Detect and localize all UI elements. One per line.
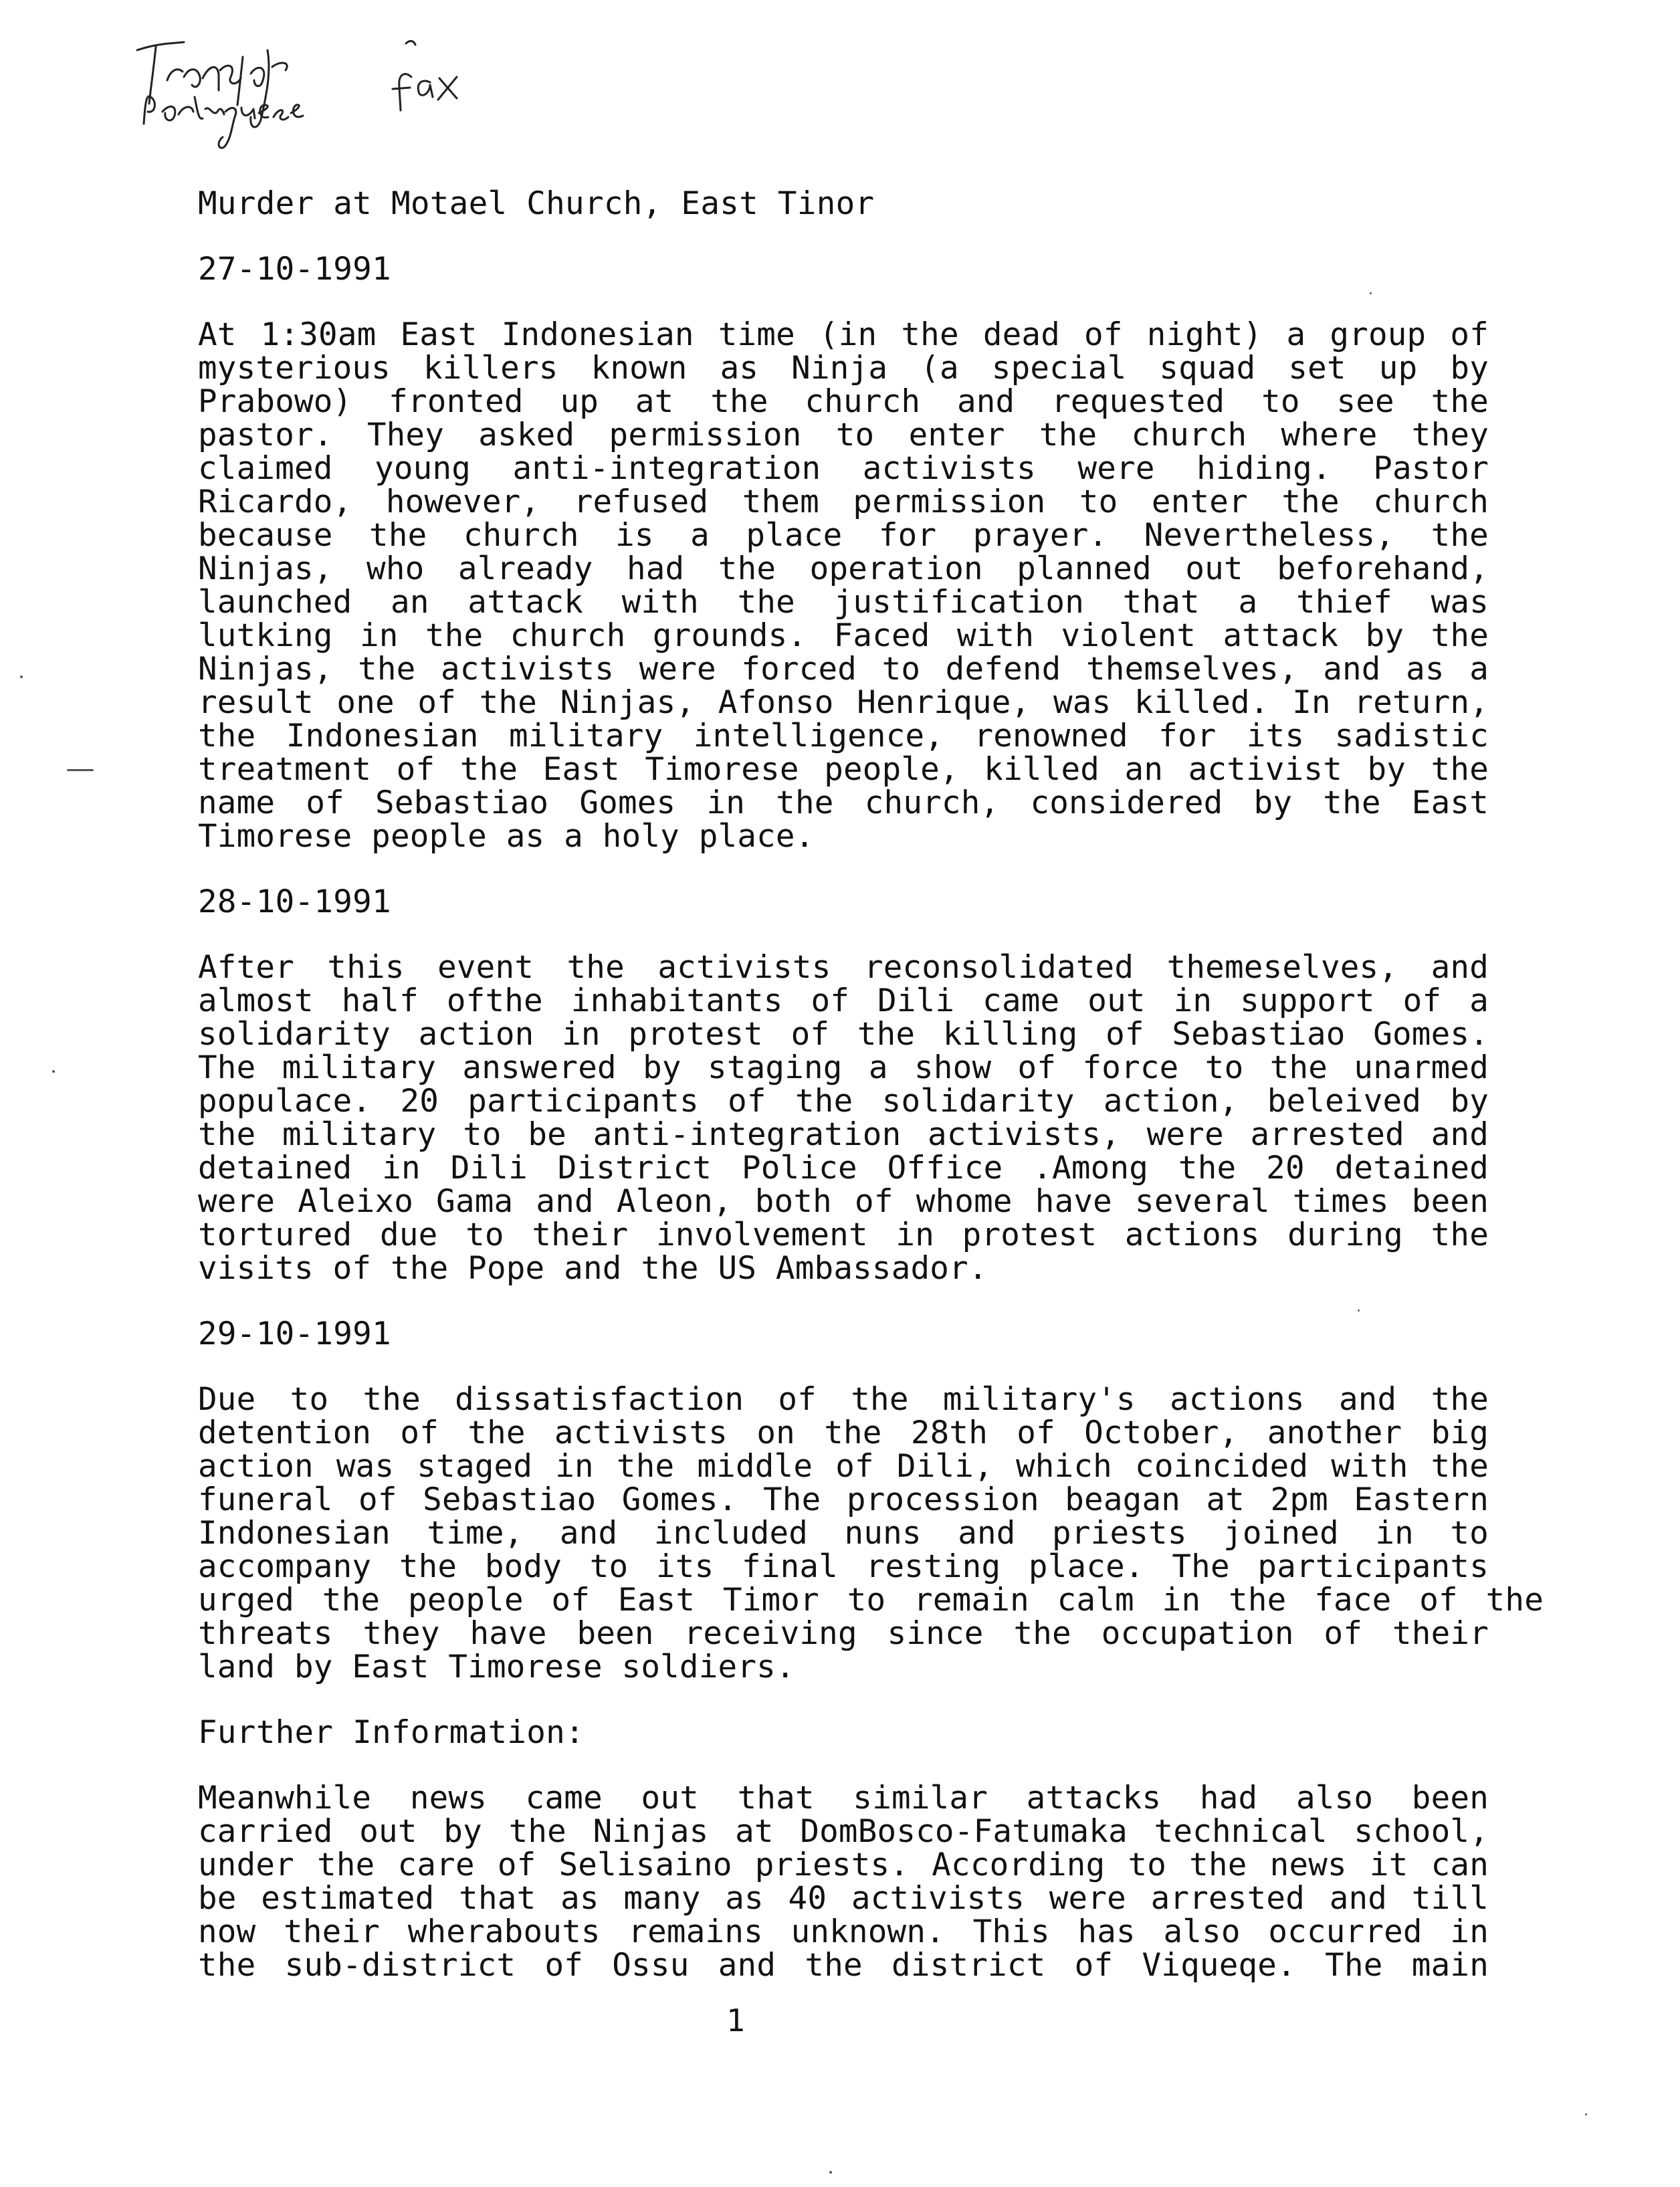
text-line: land by East Timorese soldiers. bbox=[198, 1649, 795, 1685]
text-line: name of Sebastiao Gomes in the church, considered by the East bbox=[198, 785, 1489, 821]
scan-mark bbox=[67, 769, 94, 771]
document-title: Murder at Motael Church, East Tinor bbox=[198, 185, 875, 222]
text-line: treatment of the East Timorese people, killed an activist by the bbox=[198, 751, 1489, 788]
text-line: were Aleixo Gama and Aleon, both of whome have several times been bbox=[198, 1183, 1489, 1220]
text-line: Ricardo, however, refused them permission to enter the church bbox=[198, 484, 1489, 520]
text-line: under the care of Selisaino priests. According to the news it can bbox=[198, 1847, 1489, 1883]
handwritten-annotation bbox=[130, 30, 505, 164]
section-27-10-1991 bbox=[198, 253, 1536, 853]
text-line: urged the people of East Timor to remain calm in the face of the bbox=[198, 1582, 1544, 1619]
handwriting-scribble bbox=[130, 30, 505, 164]
text-line: After this event the activists reconsolidated themeselves, and bbox=[198, 949, 1489, 986]
section-paragraph bbox=[198, 1782, 1536, 1982]
text-line: detention of the activists on the 28th of October, another big bbox=[198, 1415, 1489, 1451]
text-line: Ninjas, the activists were forced to defend themselves, and as a bbox=[198, 651, 1489, 688]
page-number: 1 bbox=[726, 2002, 745, 2039]
text-line: threats they have been receiving since the occupation of their bbox=[198, 1615, 1489, 1652]
text-line: because the church is a place for prayer. Nevertheless, the bbox=[198, 517, 1489, 554]
text-line: funeral of Sebastiao Gomes. The procession beagan at 2pm Eastern bbox=[198, 1481, 1489, 1518]
section-date: 29-10-1991 bbox=[198, 1316, 391, 1352]
text-line: Prabowo) fronted up at the church and requested to see the bbox=[198, 383, 1489, 420]
text-line: the sub-district of Ossu and the district of Viqueqe. The main bbox=[198, 1947, 1489, 1984]
text-line: mysterious killers known as Ninja (a special squad set up by bbox=[198, 350, 1489, 387]
text-line: Due to the dissatisfaction of the military's actions and the bbox=[198, 1381, 1489, 1418]
text-line: populace. 20 participants of the solidarity action, beleived by bbox=[198, 1083, 1489, 1120]
scan-speck bbox=[20, 675, 23, 678]
scan-speck bbox=[829, 2171, 832, 2174]
section-further-information bbox=[198, 1716, 1536, 1982]
text-line: detained in Dili District Police Office .Among the 20 detained bbox=[198, 1150, 1489, 1186]
document-body bbox=[198, 185, 1544, 2014]
scan-speck bbox=[1358, 1310, 1360, 1312]
text-line: be estimated that as many as 40 activists were arrested and till bbox=[198, 1880, 1489, 1917]
text-line: The military answered by staging a show of force to the unarmed bbox=[198, 1049, 1489, 1086]
text-line: Ninjas, who already had the operation planned out beforehand, bbox=[198, 550, 1489, 587]
text-line: Timorese people as a holy place. bbox=[198, 818, 815, 855]
text-line: visits of the Pope and the US Ambassador. bbox=[198, 1250, 988, 1287]
text-line: now their wherabouts remains unknown. This has also occurred in bbox=[198, 1913, 1489, 1950]
text-line: At 1:30am East Indonesian time (in the dead of night) a group of bbox=[198, 316, 1489, 353]
scan-speck bbox=[52, 1070, 55, 1073]
text-line: action was staged in the middle of Dili, which coincided with the bbox=[198, 1448, 1489, 1485]
text-line: the Indonesian military intelligence, renowned for its sadistic bbox=[198, 718, 1489, 754]
text-line: claimed young anti-integration activists were hiding. Pastor bbox=[198, 450, 1489, 487]
section-paragraph bbox=[198, 951, 1536, 1285]
scan-speck bbox=[1585, 2113, 1587, 2115]
section-date: 28-10-1991 bbox=[198, 883, 391, 920]
section-paragraph bbox=[198, 318, 1536, 853]
text-line: the military to be anti-integration activists, were arrested and bbox=[198, 1116, 1489, 1153]
section-28-10-1991 bbox=[198, 883, 1536, 1287]
text-line: carried out by the Ninjas at DomBosco-Fatumaka technical school, bbox=[198, 1813, 1489, 1850]
text-line: result one of the Ninjas, Afonso Henrique, was killed. In return, bbox=[198, 684, 1489, 721]
text-line: tortured due to their involvement in protest actions during the bbox=[198, 1217, 1489, 1253]
scan-speck bbox=[1370, 292, 1372, 294]
section-date: 27-10-1991 bbox=[198, 251, 391, 288]
text-line: pastor. They asked permission to enter the church where they bbox=[198, 417, 1489, 453]
text-line: lutking in the church grounds. Faced with violent attack by the bbox=[198, 617, 1489, 654]
section-heading: Further Information: bbox=[198, 1714, 585, 1751]
text-line: Meanwhile news came out that similar attacks had also been bbox=[198, 1780, 1489, 1816]
text-line: launched an attack with the justification that a thief was bbox=[198, 584, 1489, 621]
text-line: almost half ofthe inhabitants of Dili came out in support of a bbox=[198, 982, 1489, 1019]
section-29-10-1991 bbox=[198, 1316, 1544, 1685]
section-paragraph bbox=[198, 1381, 1544, 1685]
text-line: solidarity action in protest of the killing of Sebastiao Gomes. bbox=[198, 1016, 1489, 1053]
text-line: accompany the body to its final resting place. The participants bbox=[198, 1548, 1489, 1585]
text-line: Indonesian time, and included nuns and priests joined in to bbox=[198, 1515, 1489, 1552]
